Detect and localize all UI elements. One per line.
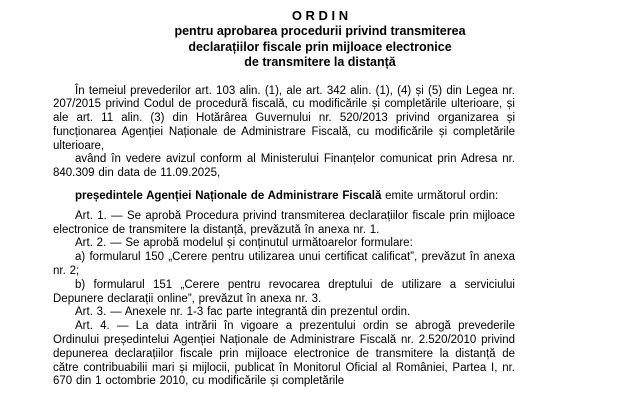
document-subtitle-line-2: declarațiilor fiscale prin mijloace electronice (188, 39, 452, 54)
issuing-clause-bold-text: președintele Agenției Naționale de Administrare Fiscală (75, 190, 382, 203)
article-1-text: Art. 1. — Se aprobă Procedura privind transmiterea declarațiilor fiscale prin mijloace electronice de transmitere la distanță, prevăzută în anexa nr. 1. (53, 209, 515, 236)
article-1 (53, 210, 515, 238)
article-2 (53, 237, 515, 251)
article-2-item-a-text: a) formularul 150 „Cerere pentru utilizarea unui certificat calificat”, prevăzut în anexa nr. 2; (53, 251, 515, 278)
preamble-legal-basis (53, 85, 515, 154)
article-2-item-b (53, 279, 515, 307)
article-2-item-b-text: b) formularul 151 „Cerere pentru revocarea dreptului de utilizare a serviciului Depunere declarații online”, prevăzut în anexa nr. 3. (53, 278, 515, 305)
preamble-ministry-opinion-text: având în vedere avizul conform al Ministerului Finanțelor comunicat prin Adresa nr. 840.309 din data de 11.09.2025, (53, 153, 515, 180)
article-4 (53, 320, 515, 389)
issuing-clause-text: emite următorul ordin: (381, 190, 499, 203)
preamble-legal-basis-text: În temeiul prevederilor art. 103 alin. (1), ale art. 342 alin. (1), (4) și (5) din Legea nr. 207/2015 privind Codul de procedură fiscală, cu modificările și completările ulterioare, și ale art. 11 alin. (3) din Hotărârea Guvernului nr. 520/2013 privind organizarea și funcționarea Agenției Naționale de Administrare Fiscală, cu modificările și completările ulterioare, (53, 84, 515, 152)
article-3-text: Art. 3. — Anexele nr. 1-3 fac parte integrantă din prezentul ordin. (75, 306, 411, 319)
document-title: O R D I N (291, 8, 349, 23)
document-subtitle-line-1: pentru aprobarea procedurii privind transmiterea (174, 24, 466, 38)
issuing-clause (53, 190, 515, 204)
article-2-item-a (53, 251, 515, 279)
article-4-text: Art. 4. — La data intrării în vigoare a prezentului ordin se abrogă prevederile Ordinului președintelui Agenției Naționale de Administrare Fiscală nr. 2.520/2010 privind depunerea declarațiilor fiscale prin mijloace electronice de transmitere la distanță de către contribuabilii mari și mijlocii, publicat în Monitorul Oficial al României, Partea I, nr. 670 din 1 octombrie 2010, cu modificările și completările (53, 320, 515, 388)
preamble-ministry-opinion (53, 153, 515, 181)
document-subtitle-line-3: de transmitere la distanță (244, 55, 396, 69)
document-body (53, 85, 515, 390)
article-2-text: Art. 2. — Se aprobă modelul și conținutul următoarelor formulare: (75, 237, 413, 250)
document-title-block (0, 0, 640, 71)
article-3 (53, 306, 515, 320)
